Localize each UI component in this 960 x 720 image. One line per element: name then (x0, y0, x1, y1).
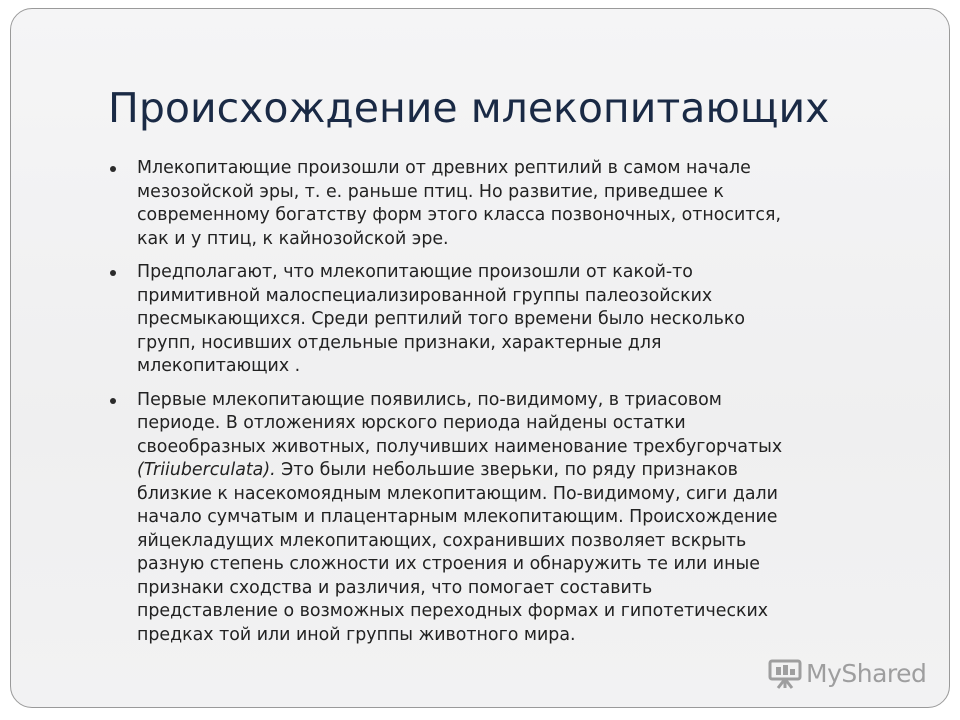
bullet-line: групп, носивших отдельные признаки, характерные для (137, 332, 662, 353)
bullet-line: яйцекладущих млекопитающих, сохранивших позволяет вскрыть (137, 530, 747, 551)
bullet-line: признаки сходства и различия, что помогает составить (137, 577, 653, 598)
bullet-line: млекопитающих . (137, 356, 301, 376)
bullet-line: современному богатству форм этого класса позвоночных, относится, (137, 205, 781, 225)
bullet-line: Предполагают, что млекопитающие произошли от какой-то (137, 262, 693, 282)
bullet-line: Млекопитающие произошли от древних рептилий в самом начале (137, 158, 751, 178)
bullet-line: предках той или иной группы животного мира. (137, 624, 576, 645)
bullet-line: своеобразных животных, получивших наименование трехбугорчатых (137, 436, 783, 457)
bullet-line: пресмыкающихся. Среди рептилий того времени было несколько (137, 309, 746, 329)
bullet-line: Первые млекопитающие появились, по-видимому, в триасовом (137, 389, 722, 410)
presentation-screen-icon (768, 658, 802, 690)
watermark-text: MyShared (806, 659, 927, 688)
latin-term: (Triiuberculata). (137, 460, 276, 480)
bullet-line: разную степень сложности их строения и обнаружить те или иные (137, 554, 760, 574)
bullet-line: мезозойской эры, т. е. раньше птиц. Но развитие, приведшее к (137, 181, 724, 202)
bullet-dot-icon (110, 270, 116, 276)
bullet-line: примитивной малоспециализированной группы палеозойских (137, 285, 713, 306)
watermark (768, 658, 926, 690)
bullet-dot-icon (110, 166, 116, 172)
bullet-line: начало сумчатым и плацентарным млекопитающим. Происхождение (137, 507, 778, 527)
bullet-line: как и у птиц, к кайнозойской эре. (137, 228, 449, 249)
bullet-line: представление о возможных переходных формах и гипотетических (137, 601, 769, 621)
bullet-item-2 (108, 261, 908, 379)
bullet-line: периоде. В отложениях юрского периода найдены остатки (137, 413, 686, 433)
bullet-list (108, 157, 908, 657)
bullet-line: Это были небольшие зверьки, по ряду признаков (275, 460, 738, 480)
bullet-line: близкие к насекомоядным млекопитающим. По-видимому, сиги дали (137, 483, 778, 504)
bullet-dot-icon (110, 398, 116, 404)
bullet-item-3 (108, 389, 908, 648)
bullet-item-1 (108, 157, 908, 251)
slide-title: Происхождение млекопитающих (108, 84, 830, 132)
